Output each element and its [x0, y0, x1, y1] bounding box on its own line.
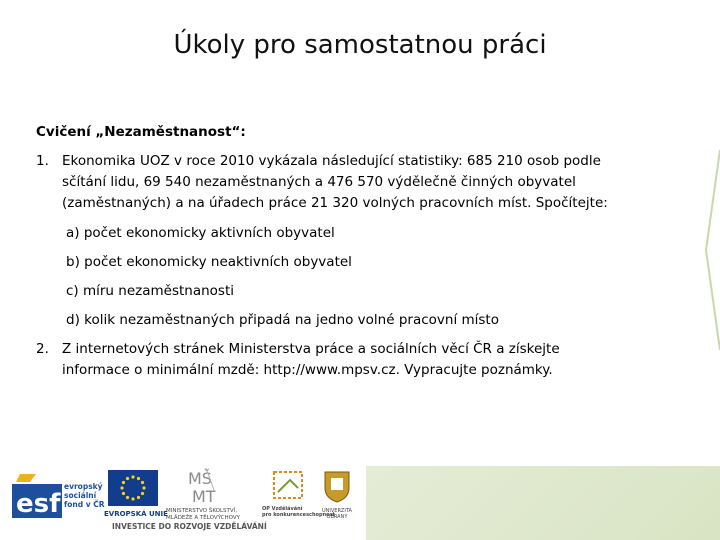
op-caption: OP Vzdělávání pro konkurenceschopnost: [262, 506, 335, 518]
footer-logo-strip: [0, 462, 362, 540]
svg-text:MT: MT: [192, 487, 216, 506]
list-item-1: [36, 151, 676, 217]
footer-green-band: [366, 466, 720, 540]
list-number: 2.: [36, 341, 49, 357]
footer-tagline: INVESTICE DO ROZVOJE VZDĚLÁVÁNÍ: [112, 522, 267, 531]
list-number: 1.: [36, 153, 49, 169]
text-line: sčítání lidu, 69 540 nezaměstnaných a 476 570 výdělečně činných obyvatel: [62, 174, 576, 190]
subitem-c: c) míru nezaměstnanosti: [66, 283, 235, 299]
esf-caption: evropský sociální fond v ČR: [64, 482, 105, 509]
msmt-caption: MINISTERSTVO ŠKOLSTVÍ, MLÁDEŽE A TĚLOVÝCHOVY: [166, 508, 240, 521]
subitem-d: d) kolik nezaměstnaných připadá na jedno volné pracovní místo: [66, 312, 499, 328]
slide-edge-decoration: [700, 150, 720, 350]
eu-flag-icon: [108, 470, 158, 506]
page-title: Úkoly pro samostatnou práci: [173, 30, 547, 60]
subitem-b: b) počet ekonomicky neaktivních obyvatel: [66, 254, 352, 270]
svg-text:MŠ: MŠ: [188, 469, 212, 488]
eu-caption: EVROPSKÁ UNIE: [104, 510, 168, 518]
exercise-heading: Cvičení „Nezaměstnanost“:: [36, 124, 246, 140]
text-line: Z internetových stránek Ministerstva práce a sociálních věcí ČR a získejte: [62, 341, 560, 357]
university-crest-icon: [322, 468, 352, 504]
subitem-a: a) počet ekonomicky aktivních obyvatel: [66, 225, 335, 241]
university-caption: UNIVERZITA OBRANY: [322, 508, 352, 520]
text-line: informace o minimální mzdě: http://www.mpsv.cz. Vypracujte poznámky.: [62, 362, 553, 378]
op-logo-icon: [268, 466, 308, 502]
list-text: [62, 151, 682, 214]
msmt-logo-icon: [184, 466, 230, 506]
text-line: Ekonomika UOZ v roce 2010 vykázala následující statistiky: 685 210 osob podle: [62, 153, 601, 169]
svg-text:esf: esf: [16, 489, 61, 519]
text-line: (zaměstnaných) a na úřadech práce 21 320 volných pracovních míst. Spočítejte:: [62, 195, 608, 211]
list-item-2: [36, 339, 676, 383]
list-text: [62, 339, 682, 381]
